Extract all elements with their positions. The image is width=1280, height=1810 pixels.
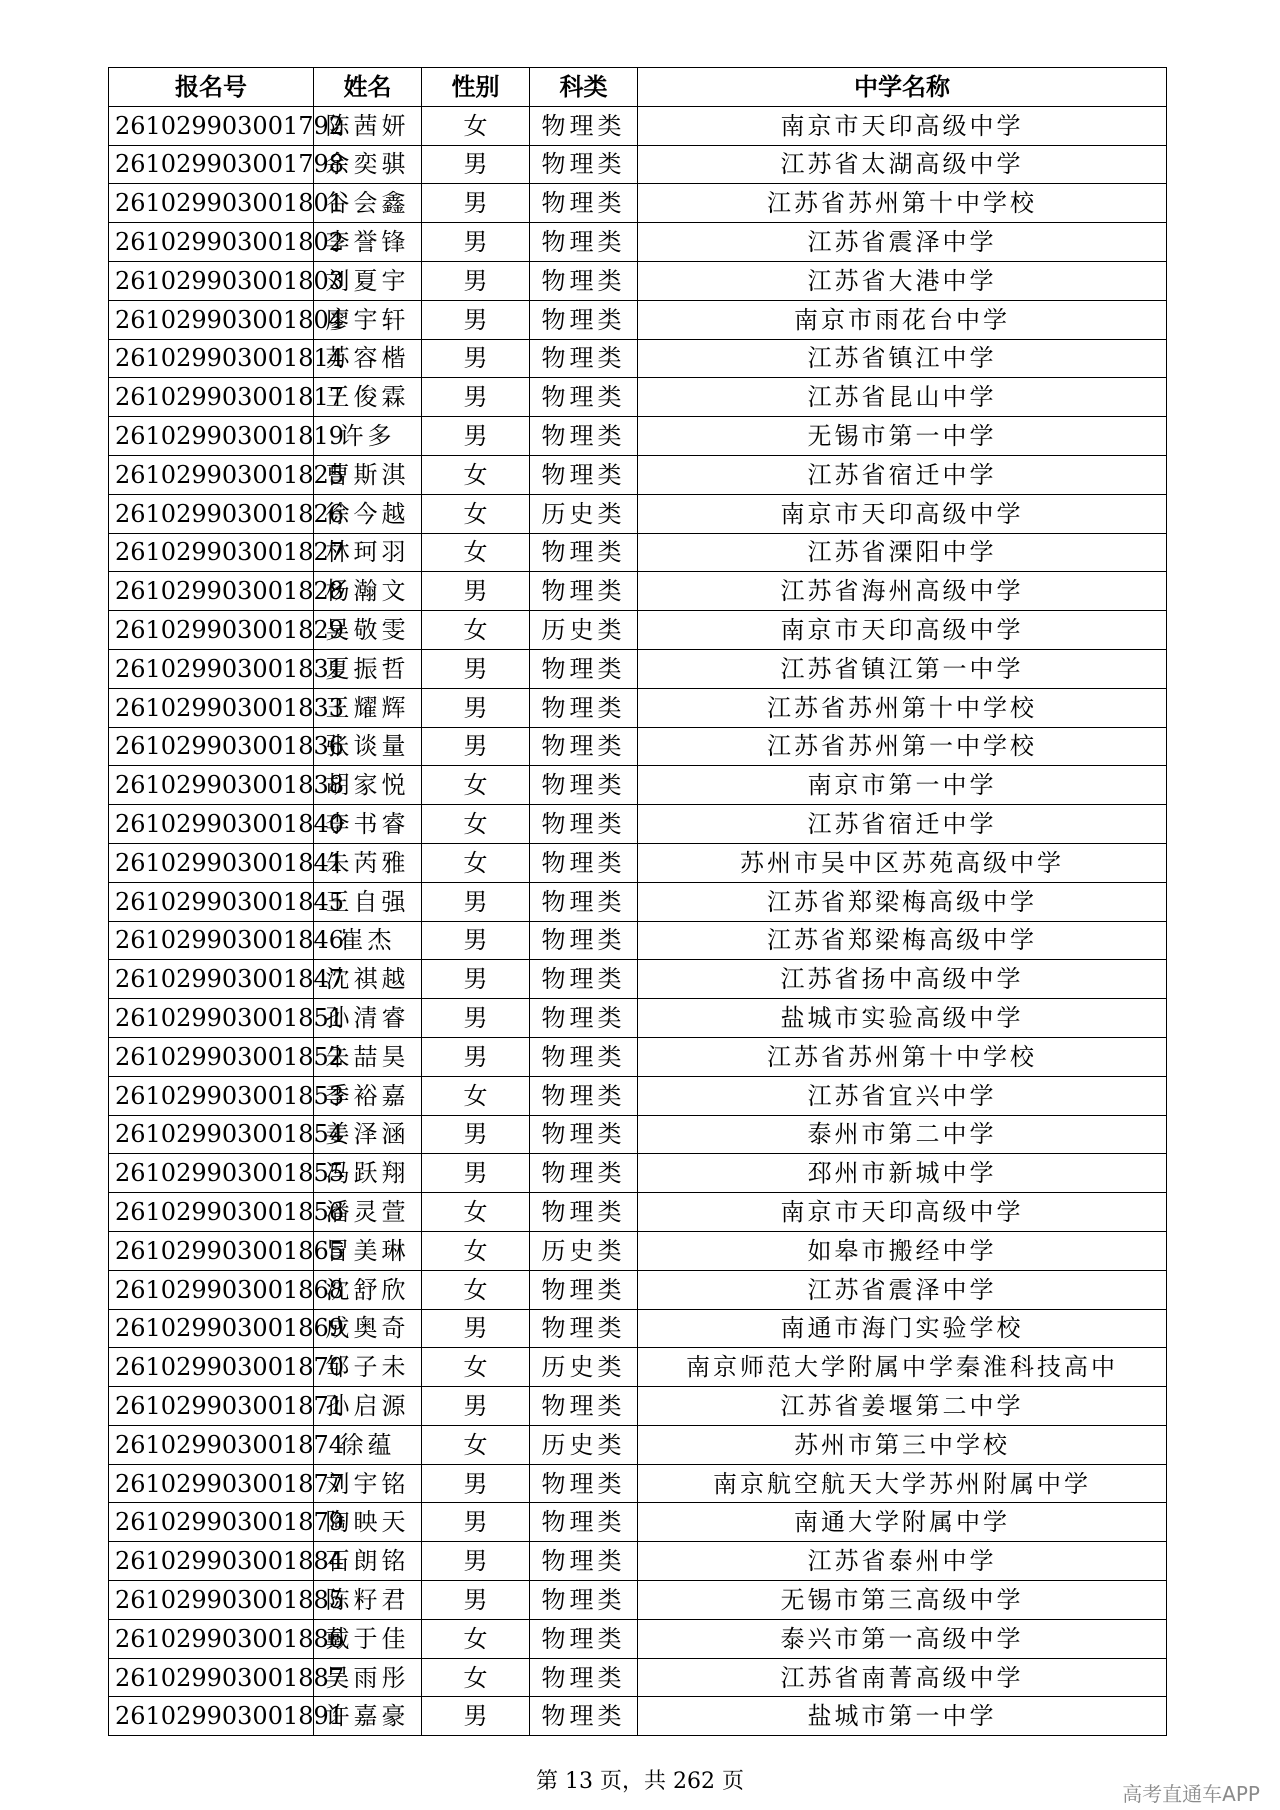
subject-track-cell: 物理类	[530, 533, 638, 572]
school-name-cell: 江苏省宜兴中学	[638, 1076, 1167, 1115]
student-name-cell: 林珂羽	[314, 533, 422, 572]
gender-cell: 男	[422, 1115, 530, 1154]
student-name-cell: 姜泽涵	[314, 1115, 422, 1154]
school-name-cell: 江苏省大港中学	[638, 261, 1167, 300]
table-row	[109, 300, 1167, 339]
subject-track-cell: 物理类	[530, 1697, 638, 1736]
registration-number-cell: 261029903001851	[109, 999, 314, 1038]
subject-track-cell: 物理类	[530, 1581, 638, 1620]
school-name-cell: 江苏省溧阳中学	[638, 533, 1167, 572]
school-name-cell: 无锡市第三高级中学	[638, 1581, 1167, 1620]
registration-number-cell: 261029903001877	[109, 1464, 314, 1503]
student-name-cell: 朱芮雅	[314, 843, 422, 882]
registration-number-cell: 261029903001803	[109, 261, 314, 300]
school-name-cell: 江苏省镇江第一中学	[638, 649, 1167, 688]
student-name-cell: 陶映天	[314, 1503, 422, 1542]
student-name-cell: 冒美琳	[314, 1231, 422, 1270]
student-name-cell: 杨瀚文	[314, 572, 422, 611]
registration-number-cell: 261029903001855	[109, 1154, 314, 1193]
subject-track-cell: 历史类	[530, 611, 638, 650]
subject-track-cell: 物理类	[530, 1464, 638, 1503]
student-name-cell: 徐今越	[314, 494, 422, 533]
table-row	[109, 1658, 1167, 1697]
header-school-name: 中学名称	[638, 68, 1167, 107]
registration-number-cell: 261029903001836	[109, 727, 314, 766]
student-name-cell: 许嘉豪	[314, 1697, 422, 1736]
gender-cell: 女	[422, 843, 530, 882]
gender-cell: 男	[422, 261, 530, 300]
registration-number-cell: 261029903001792	[109, 106, 314, 145]
registration-number-cell: 261029903001891	[109, 1697, 314, 1736]
student-name-cell: 沈舒欣	[314, 1270, 422, 1309]
school-name-cell: 江苏省宿迁中学	[638, 455, 1167, 494]
table-row	[109, 611, 1167, 650]
gender-cell: 男	[422, 1387, 530, 1426]
student-name-cell: 戴于佳	[314, 1619, 422, 1658]
student-name-cell: 刘夏宇	[314, 261, 422, 300]
subject-track-cell: 物理类	[530, 882, 638, 921]
subject-track-cell: 物理类	[530, 766, 638, 805]
subject-track-cell: 物理类	[530, 145, 638, 184]
table-row	[109, 1348, 1167, 1387]
student-name-cell: 许多	[314, 417, 422, 456]
registration-number-cell: 261029903001870	[109, 1348, 314, 1387]
subject-track-cell: 物理类	[530, 1503, 638, 1542]
registration-number-cell: 261029903001885	[109, 1581, 314, 1620]
student-name-cell: 吴雨彤	[314, 1658, 422, 1697]
student-name-cell: 陈茜妍	[314, 106, 422, 145]
student-name-cell: 余奕骐	[314, 145, 422, 184]
subject-track-cell: 物理类	[530, 106, 638, 145]
student-name-cell: 曹斯淇	[314, 455, 422, 494]
gender-cell: 男	[422, 1037, 530, 1076]
subject-track-cell: 物理类	[530, 1619, 638, 1658]
gender-cell: 女	[422, 455, 530, 494]
table-row	[109, 1231, 1167, 1270]
table-header-row	[109, 68, 1167, 107]
registration-number-cell: 261029903001884	[109, 1542, 314, 1581]
subject-track-cell: 物理类	[530, 339, 638, 378]
school-name-cell: 南京市天印高级中学	[638, 611, 1167, 650]
registration-number-cell: 261029903001869	[109, 1309, 314, 1348]
subject-track-cell: 物理类	[530, 805, 638, 844]
registration-number-cell: 261029903001852	[109, 1037, 314, 1076]
subject-track-cell: 物理类	[530, 184, 638, 223]
student-name-cell: 陈籽君	[314, 1581, 422, 1620]
gender-cell: 女	[422, 1619, 530, 1658]
subject-track-cell: 物理类	[530, 455, 638, 494]
registration-number-cell: 261029903001802	[109, 223, 314, 262]
registration-number-cell: 261029903001826	[109, 494, 314, 533]
subject-track-cell: 物理类	[530, 688, 638, 727]
school-name-cell: 江苏省苏州第十中学校	[638, 1037, 1167, 1076]
school-name-cell: 盐城市实验高级中学	[638, 999, 1167, 1038]
subject-track-cell: 物理类	[530, 261, 638, 300]
table-row	[109, 1037, 1167, 1076]
school-name-cell: 泰兴市第一高级中学	[638, 1619, 1167, 1658]
student-name-cell: 夏振哲	[314, 649, 422, 688]
student-name-cell: 邹子未	[314, 1348, 422, 1387]
school-name-cell: 南通市海门实验学校	[638, 1309, 1167, 1348]
student-name-cell: 沈祺越	[314, 960, 422, 999]
page-number-label: 第 13 页，共 262 页	[536, 1769, 744, 1794]
gender-cell: 女	[422, 1658, 530, 1697]
school-name-cell: 江苏省震泽中学	[638, 1270, 1167, 1309]
table-row	[109, 533, 1167, 572]
table-row	[109, 1619, 1167, 1658]
table-row	[109, 339, 1167, 378]
subject-track-cell: 物理类	[530, 843, 638, 882]
student-name-cell: 李书睿	[314, 805, 422, 844]
school-name-cell: 南京市天印高级中学	[638, 1193, 1167, 1232]
school-name-cell: 江苏省苏州第十中学校	[638, 184, 1167, 223]
student-name-cell: 廖宇轩	[314, 300, 422, 339]
gender-cell: 女	[422, 611, 530, 650]
gender-cell: 男	[422, 1309, 530, 1348]
school-name-cell: 江苏省扬中高级中学	[638, 960, 1167, 999]
subject-track-cell: 物理类	[530, 1658, 638, 1697]
gender-cell: 女	[422, 1425, 530, 1464]
gender-cell: 男	[422, 1697, 530, 1736]
registration-number-cell: 261029903001801	[109, 184, 314, 223]
school-name-cell: 江苏省震泽中学	[638, 223, 1167, 262]
school-name-cell: 苏州市第三中学校	[638, 1425, 1167, 1464]
gender-cell: 男	[422, 1503, 530, 1542]
gender-cell: 女	[422, 1193, 530, 1232]
gender-cell: 女	[422, 1270, 530, 1309]
subject-track-cell: 物理类	[530, 960, 638, 999]
registration-number-cell: 261029903001868	[109, 1270, 314, 1309]
table-row	[109, 455, 1167, 494]
school-name-cell: 江苏省泰州中学	[638, 1542, 1167, 1581]
school-name-cell: 泰州市第二中学	[638, 1115, 1167, 1154]
registration-number-cell: 261029903001865	[109, 1231, 314, 1270]
registration-number-cell: 261029903001854	[109, 1115, 314, 1154]
subject-track-cell: 历史类	[530, 1348, 638, 1387]
registration-number-cell: 261029903001833	[109, 688, 314, 727]
table-row	[109, 882, 1167, 921]
school-name-cell: 南京航空航天大学苏州附属中学	[638, 1464, 1167, 1503]
table-row	[109, 688, 1167, 727]
table-row	[109, 417, 1167, 456]
table-row	[109, 572, 1167, 611]
subject-track-cell: 物理类	[530, 727, 638, 766]
registration-number-cell: 261029903001874	[109, 1425, 314, 1464]
school-name-cell: 江苏省昆山中学	[638, 378, 1167, 417]
student-name-cell: 孙清睿	[314, 999, 422, 1038]
student-name-cell: 王耀辉	[314, 688, 422, 727]
gender-cell: 男	[422, 882, 530, 921]
subject-track-cell: 物理类	[530, 300, 638, 339]
table-row	[109, 843, 1167, 882]
gender-cell: 女	[422, 1076, 530, 1115]
student-name-cell: 王俊霖	[314, 378, 422, 417]
table-row	[109, 1115, 1167, 1154]
gender-cell: 男	[422, 184, 530, 223]
gender-cell: 女	[422, 1231, 530, 1270]
school-name-cell: 南通大学附属中学	[638, 1503, 1167, 1542]
student-name-cell: 潘灵萱	[314, 1193, 422, 1232]
gender-cell: 男	[422, 572, 530, 611]
school-name-cell: 江苏省海州高级中学	[638, 572, 1167, 611]
school-name-cell: 苏州市吴中区苏苑高级中学	[638, 843, 1167, 882]
header-name: 姓名	[314, 68, 422, 107]
registration-number-cell: 261029903001840	[109, 805, 314, 844]
registration-number-cell: 261029903001841	[109, 843, 314, 882]
table-row	[109, 223, 1167, 262]
gender-cell: 男	[422, 378, 530, 417]
student-name-cell: 谷会鑫	[314, 184, 422, 223]
table-row	[109, 378, 1167, 417]
table-row	[109, 649, 1167, 688]
school-name-cell: 南京市天印高级中学	[638, 494, 1167, 533]
student-name-cell: 朱喆昊	[314, 1037, 422, 1076]
school-name-cell: 江苏省太湖高级中学	[638, 145, 1167, 184]
table-row	[109, 1581, 1167, 1620]
school-name-cell: 江苏省宿迁中学	[638, 805, 1167, 844]
table-row	[109, 921, 1167, 960]
gender-cell: 男	[422, 145, 530, 184]
student-name-cell: 李誉锋	[314, 223, 422, 262]
table-row	[109, 1425, 1167, 1464]
table-row	[109, 766, 1167, 805]
registration-number-cell: 261029903001853	[109, 1076, 314, 1115]
registration-number-cell: 261029903001817	[109, 378, 314, 417]
table-row	[109, 1503, 1167, 1542]
gender-cell: 男	[422, 1464, 530, 1503]
school-name-cell: 江苏省郑梁梅高级中学	[638, 921, 1167, 960]
gender-cell: 男	[422, 339, 530, 378]
student-name-cell: 季裕嘉	[314, 1076, 422, 1115]
table-row	[109, 805, 1167, 844]
table-row	[109, 1387, 1167, 1426]
gender-cell: 男	[422, 417, 530, 456]
table-row	[109, 494, 1167, 533]
subject-track-cell: 物理类	[530, 1270, 638, 1309]
subject-track-cell: 物理类	[530, 921, 638, 960]
table-row	[109, 1193, 1167, 1232]
school-name-cell: 如皋市搬经中学	[638, 1231, 1167, 1270]
gender-cell: 男	[422, 1581, 530, 1620]
table-row	[109, 999, 1167, 1038]
table-row	[109, 184, 1167, 223]
school-name-cell: 盐城市第一中学	[638, 1697, 1167, 1736]
school-name-cell: 江苏省南菁高级中学	[638, 1658, 1167, 1697]
student-name-cell: 崔杰	[314, 921, 422, 960]
subject-track-cell: 物理类	[530, 1115, 638, 1154]
table-row	[109, 1076, 1167, 1115]
table-row	[109, 106, 1167, 145]
student-name-cell: 冯跃翔	[314, 1154, 422, 1193]
subject-track-cell: 物理类	[530, 378, 638, 417]
registration-number-cell: 261029903001845	[109, 882, 314, 921]
table-row	[109, 1464, 1167, 1503]
registration-number-cell: 261029903001825	[109, 455, 314, 494]
subject-track-cell: 物理类	[530, 1037, 638, 1076]
registration-number-cell: 261029903001879	[109, 1503, 314, 1542]
registration-number-cell: 261029903001856	[109, 1193, 314, 1232]
gender-cell: 男	[422, 921, 530, 960]
student-name-cell: 石朗铭	[314, 1542, 422, 1581]
header-subject-track: 科类	[530, 68, 638, 107]
subject-track-cell: 物理类	[530, 223, 638, 262]
student-name-cell: 刘宇铭	[314, 1464, 422, 1503]
school-name-cell: 江苏省姜堰第二中学	[638, 1387, 1167, 1426]
gender-cell: 男	[422, 223, 530, 262]
subject-track-cell: 历史类	[530, 1425, 638, 1464]
watermark-text: 高考直通车APP	[1122, 1782, 1260, 1806]
gender-cell: 女	[422, 106, 530, 145]
registration-number-cell: 261029903001846	[109, 921, 314, 960]
school-name-cell: 江苏省镇江中学	[638, 339, 1167, 378]
subject-track-cell: 物理类	[530, 649, 638, 688]
gender-cell: 女	[422, 533, 530, 572]
gender-cell: 男	[422, 727, 530, 766]
subject-track-cell: 物理类	[530, 572, 638, 611]
subject-track-cell: 物理类	[530, 417, 638, 456]
gender-cell: 男	[422, 649, 530, 688]
school-name-cell: 江苏省郑梁梅高级中学	[638, 882, 1167, 921]
table-row	[109, 1154, 1167, 1193]
registration-number-cell: 261029903001886	[109, 1619, 314, 1658]
student-name-cell: 徐蕴	[314, 1425, 422, 1464]
subject-track-cell: 物理类	[530, 1193, 638, 1232]
student-name-cell: 成奥奇	[314, 1309, 422, 1348]
page-footer	[0, 1771, 1280, 1793]
registration-number-cell: 261029903001831	[109, 649, 314, 688]
student-name-cell: 胡家悦	[314, 766, 422, 805]
registration-number-cell: 261029903001827	[109, 533, 314, 572]
gender-cell: 男	[422, 688, 530, 727]
registration-number-cell: 261029903001798	[109, 145, 314, 184]
student-name-cell: 吴敬雯	[314, 611, 422, 650]
registration-number-cell: 261029903001847	[109, 960, 314, 999]
table-row	[109, 1270, 1167, 1309]
school-name-cell: 南京市天印高级中学	[638, 106, 1167, 145]
subject-track-cell: 物理类	[530, 1309, 638, 1348]
school-name-cell: 江苏省苏州第一中学校	[638, 727, 1167, 766]
subject-track-cell: 历史类	[530, 1231, 638, 1270]
school-name-cell: 江苏省苏州第十中学校	[638, 688, 1167, 727]
header-registration-number: 报名号	[109, 68, 314, 107]
gender-cell: 女	[422, 1348, 530, 1387]
gender-cell: 女	[422, 805, 530, 844]
gender-cell: 男	[422, 999, 530, 1038]
subject-track-cell: 物理类	[530, 1076, 638, 1115]
registration-number-cell: 261029903001838	[109, 766, 314, 805]
gender-cell: 女	[422, 766, 530, 805]
subject-track-cell: 历史类	[530, 494, 638, 533]
subject-track-cell: 物理类	[530, 1387, 638, 1426]
registration-number-cell: 261029903001871	[109, 1387, 314, 1426]
school-name-cell: 邳州市新城中学	[638, 1154, 1167, 1193]
registration-number-cell: 261029903001819	[109, 417, 314, 456]
school-name-cell: 无锡市第一中学	[638, 417, 1167, 456]
registration-number-cell: 261029903001828	[109, 572, 314, 611]
registration-number-cell: 261029903001804	[109, 300, 314, 339]
table-body	[109, 106, 1167, 1735]
table-row	[109, 1309, 1167, 1348]
gender-cell: 男	[422, 960, 530, 999]
table-row	[109, 1542, 1167, 1581]
gender-cell: 女	[422, 494, 530, 533]
table-row	[109, 727, 1167, 766]
school-name-cell: 南京市第一中学	[638, 766, 1167, 805]
gender-cell: 男	[422, 1154, 530, 1193]
subject-track-cell: 物理类	[530, 1542, 638, 1581]
subject-track-cell: 物理类	[530, 1154, 638, 1193]
student-name-cell: 孙启源	[314, 1387, 422, 1426]
gender-cell: 男	[422, 300, 530, 339]
school-name-cell: 南京师范大学附属中学秦淮科技高中	[638, 1348, 1167, 1387]
subject-track-cell: 物理类	[530, 999, 638, 1038]
gender-cell: 男	[422, 1542, 530, 1581]
header-gender: 性别	[422, 68, 530, 107]
admission-roster-table	[108, 67, 1167, 1736]
table-row	[109, 145, 1167, 184]
table-row	[109, 960, 1167, 999]
registration-number-cell: 261029903001814	[109, 339, 314, 378]
student-name-cell: 苏容楷	[314, 339, 422, 378]
roster-sheet	[108, 67, 1166, 1736]
school-name-cell: 南京市雨花台中学	[638, 300, 1167, 339]
registration-number-cell: 261029903001829	[109, 611, 314, 650]
student-name-cell: 张谈量	[314, 727, 422, 766]
registration-number-cell: 261029903001887	[109, 1658, 314, 1697]
table-row	[109, 261, 1167, 300]
table-row	[109, 1697, 1167, 1736]
student-name-cell: 王自强	[314, 882, 422, 921]
